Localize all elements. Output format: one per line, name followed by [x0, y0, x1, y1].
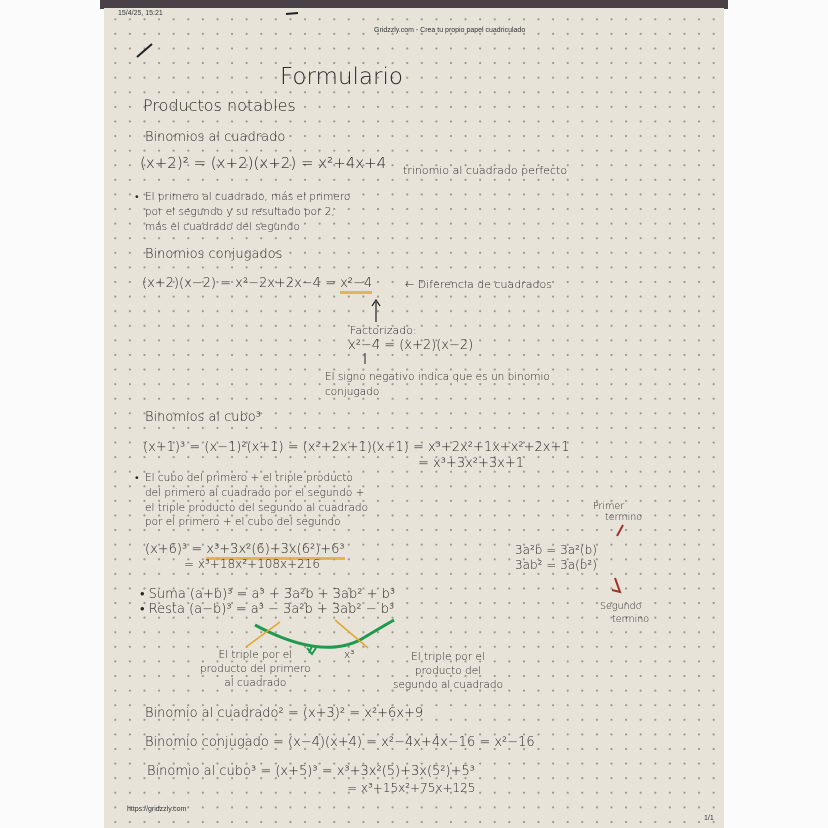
red-arrow-icon — [612, 578, 620, 592]
example-cubo-result: = x³+18x²+108x+216 — [184, 557, 321, 571]
equation-cuadrado: (x+2)² = (x+2)(x+2) = x²+4x+4 — [140, 154, 387, 172]
red-arrow-icon — [617, 525, 623, 536]
term-expansion-1: 3a²b = 3a²(b) — [515, 543, 597, 557]
example-cubo — [145, 542, 345, 557]
rule-line-2: por el segundo y su resultado por 2, — [145, 206, 335, 218]
label-line: termino — [605, 512, 643, 523]
note-diferencia: ← Diferencia de cuadrados — [405, 278, 552, 291]
label-line: Primer — [593, 501, 625, 512]
heading-binomios-cuadrado: Binomios al cuadrado — [145, 130, 286, 145]
page-number: 1/1 — [704, 815, 714, 822]
example-2: Binomio conjugado = (x−4)(x+4) = x²−4x+4x−16 = x²−16 — [145, 735, 535, 750]
pen-stroke — [286, 13, 298, 14]
note-line: producto del — [414, 665, 482, 677]
note-trinomio: trinomio al cuadrado perfecto — [403, 164, 568, 177]
print-datetime: 15/4/25, 15:21 — [118, 10, 163, 17]
equation-result: x²−4 — [340, 276, 372, 294]
rule-line-1: • El primero al cuadrado, más el primero — [145, 190, 350, 205]
note-line: segundo al cuadrado — [393, 679, 504, 691]
note-line: al cuadrado — [224, 677, 287, 689]
sign-note-2: conjugado — [325, 386, 380, 398]
print-site-title: Gridzzly.com - Crea tu propio papel cuadriculado — [374, 27, 526, 34]
factor-label: Factorizado: — [350, 324, 417, 337]
cubo-rule-4: por el primero + el cubo del segundo — [145, 516, 341, 528]
rule-line-3: más el cuadrado del segundo — [145, 221, 300, 233]
factor-equation: x²−4 = (x+2)(x−2) — [348, 338, 474, 353]
section-heading: Productos notables — [143, 96, 296, 115]
formula-resta: • Resta (a−b)³ = a³ − 3a²b + 3ab² − b³ — [140, 602, 395, 617]
example-3-result: = x³+15x²+75x+125 — [347, 781, 476, 795]
equation-conjugados — [142, 276, 372, 291]
page-title: Formulario — [280, 64, 403, 90]
heading-binomios-cubo: Binomios al cubo³ — [145, 410, 261, 425]
equation-lhs: (x+2)(x−2) = x²−2x+2x−4 = — [142, 276, 341, 291]
mid-note: x³ — [344, 649, 355, 661]
cubo-rule-2: del primero al cuadrado por el segundo + — [145, 487, 365, 499]
green-arc — [255, 620, 394, 647]
segundo-termino-label — [600, 600, 649, 626]
cubo-rule-3: el triple producto del segundo al cuadrado — [145, 502, 368, 514]
term-expansion-2: 3ab² = 3a(b²) — [515, 558, 597, 572]
example-lhs: (x+6)³ = — [145, 542, 207, 557]
label-line: termino — [612, 614, 650, 625]
note-line: El triple por el — [218, 649, 293, 661]
note-line: El triple por el — [411, 651, 485, 663]
formula-suma: • Suma (a+b)³ = a³ + 3a²b + 3ab² + b³ — [140, 587, 396, 602]
heading-binomios-conjugados: Binomios conjugados — [145, 247, 283, 262]
label-line: Segundo — [600, 601, 642, 612]
cubo-rule-1: • El cubo del primero + el triple producto — [145, 471, 353, 486]
equation-cubo-2: = x³+3x²+3x+1 — [418, 456, 525, 471]
note-line: producto del primero — [200, 663, 311, 675]
equation-cubo-1: (x+1)³ = (x−1)²(x+1) = (x²+2x+1)(x+1) = x³+2x²+1x+x²+2x+1 — [143, 440, 570, 455]
left-note — [200, 648, 311, 690]
example-3: Binomio al cubo³ = (x+5)³ = x³+3x²(5)+3x(5²)+5³ — [147, 764, 475, 779]
primer-termino-label — [593, 501, 642, 523]
example-rhs: x³+3x²(6)+3x(6²)+6³ — [206, 542, 344, 560]
footer-url: https://gridzzly.com — [127, 806, 187, 813]
pen-stroke — [137, 44, 152, 57]
example-1: Binomio al cuadrado² = (x+3)² = x²+6x+9 — [145, 706, 424, 721]
right-note — [393, 650, 503, 692]
sign-note-1: El signo negativo indica que es un binomio — [325, 371, 550, 383]
